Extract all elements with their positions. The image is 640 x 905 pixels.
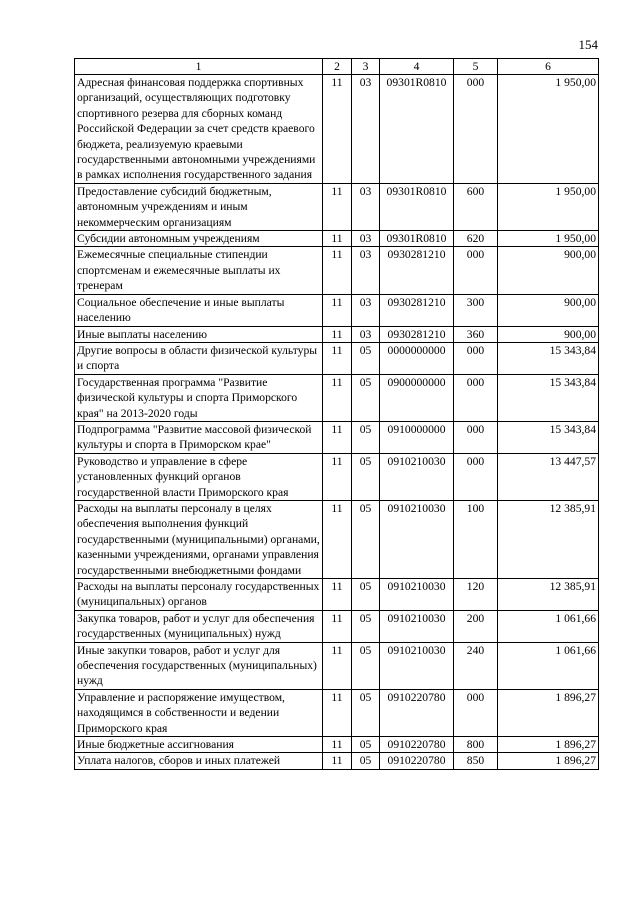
- expense-type-cell: 000: [454, 453, 498, 500]
- section-cell: 11: [323, 689, 352, 736]
- subsection-cell: 03: [352, 294, 380, 326]
- table-row: [75, 247, 599, 294]
- table-row: [75, 453, 599, 500]
- amount-cell: 1 061,66: [498, 610, 599, 642]
- expense-type-cell: 000: [454, 689, 498, 736]
- item-name-cell: Управление и распоряжение имуществом, находящимся в собственности и ведении Приморского края: [75, 689, 323, 736]
- header-cell: 3: [352, 59, 380, 75]
- expense-type-cell: 600: [454, 183, 498, 230]
- target-article-cell: 0000000000: [380, 342, 454, 374]
- item-name-cell: Субсидии автономным учреждениям: [75, 231, 323, 247]
- amount-cell: 900,00: [498, 247, 599, 294]
- subsection-cell: 05: [352, 453, 380, 500]
- table-row: [75, 342, 599, 374]
- item-name-cell: Иные выплаты населению: [75, 326, 323, 342]
- page-number: 154: [578, 37, 598, 52]
- subsection-cell: 03: [352, 183, 380, 230]
- section-cell: 11: [323, 642, 352, 689]
- item-name-cell: Расходы на выплаты персоналу государственных (муниципальных) органов: [75, 579, 323, 611]
- section-cell: 11: [323, 247, 352, 294]
- expense-type-cell: 000: [454, 247, 498, 294]
- subsection-cell: 03: [352, 75, 380, 184]
- item-name-cell: Предоставление субсидий бюджетным, автономным учреждениям и иным некоммерческим организациям: [75, 183, 323, 230]
- table-header-row: [75, 59, 599, 75]
- item-name-cell: Социальное обеспечение и иные выплаты населению: [75, 294, 323, 326]
- section-cell: 11: [323, 579, 352, 611]
- table-row: [75, 294, 599, 326]
- amount-cell: 12 385,91: [498, 579, 599, 611]
- amount-cell: 1 950,00: [498, 75, 599, 184]
- expense-type-cell: 000: [454, 342, 498, 374]
- header-cell: 2: [323, 59, 352, 75]
- subsection-cell: 05: [352, 421, 380, 453]
- amount-cell: 12 385,91: [498, 500, 599, 578]
- expense-type-cell: 800: [454, 737, 498, 753]
- table-row: [75, 689, 599, 736]
- target-article-cell: 0910220780: [380, 753, 454, 769]
- subsection-cell: 05: [352, 342, 380, 374]
- table-row: [75, 753, 599, 769]
- section-cell: 11: [323, 183, 352, 230]
- subsection-cell: 03: [352, 247, 380, 294]
- table-row: [75, 231, 599, 247]
- section-cell: 11: [323, 737, 352, 753]
- amount-cell: 1 950,00: [498, 231, 599, 247]
- budget-table: [74, 58, 599, 770]
- section-cell: 11: [323, 753, 352, 769]
- expense-type-cell: 300: [454, 294, 498, 326]
- header-cell: 4: [380, 59, 454, 75]
- expense-type-cell: 120: [454, 579, 498, 611]
- section-cell: 11: [323, 231, 352, 247]
- section-cell: 11: [323, 75, 352, 184]
- table-row: [75, 737, 599, 753]
- amount-cell: 1 061,66: [498, 642, 599, 689]
- target-article-cell: 0910210030: [380, 500, 454, 578]
- table-row: [75, 183, 599, 230]
- expense-type-cell: 100: [454, 500, 498, 578]
- table-row: [75, 421, 599, 453]
- amount-cell: 15 343,84: [498, 374, 599, 421]
- target-article-cell: 0930281210: [380, 294, 454, 326]
- target-article-cell: 0900000000: [380, 374, 454, 421]
- subsection-cell: 05: [352, 610, 380, 642]
- table-row: [75, 326, 599, 342]
- section-cell: 11: [323, 294, 352, 326]
- expense-type-cell: 000: [454, 421, 498, 453]
- target-article-cell: 09301R0810: [380, 75, 454, 184]
- target-article-cell: 0910210030: [380, 453, 454, 500]
- header-cell: 5: [454, 59, 498, 75]
- section-cell: 11: [323, 500, 352, 578]
- amount-cell: 900,00: [498, 294, 599, 326]
- target-article-cell: 0910220780: [380, 737, 454, 753]
- item-name-cell: Ежемесячные специальные стипендии спортсменам и ежемесячные выплаты их тренерам: [75, 247, 323, 294]
- table-row: [75, 642, 599, 689]
- subsection-cell: 05: [352, 642, 380, 689]
- expense-type-cell: 200: [454, 610, 498, 642]
- item-name-cell: Уплата налогов, сборов и иных платежей: [75, 753, 323, 769]
- section-cell: 11: [323, 610, 352, 642]
- expense-type-cell: 240: [454, 642, 498, 689]
- amount-cell: 15 343,84: [498, 342, 599, 374]
- target-article-cell: 0930281210: [380, 247, 454, 294]
- table-row: [75, 610, 599, 642]
- subsection-cell: 05: [352, 579, 380, 611]
- target-article-cell: 0910210030: [380, 610, 454, 642]
- item-name-cell: Другие вопросы в области физической культуры и спорта: [75, 342, 323, 374]
- item-name-cell: Подпрограмма "Развитие массовой физической культуры и спорта в Приморском крае": [75, 421, 323, 453]
- item-name-cell: Руководство и управление в сфере установленных функций органов государственной власти Приморского края: [75, 453, 323, 500]
- amount-cell: 1 950,00: [498, 183, 599, 230]
- expense-type-cell: 000: [454, 374, 498, 421]
- expense-type-cell: 000: [454, 75, 498, 184]
- amount-cell: 1 896,27: [498, 753, 599, 769]
- header-cell: 6: [498, 59, 599, 75]
- section-cell: 11: [323, 342, 352, 374]
- target-article-cell: 09301R0810: [380, 183, 454, 230]
- item-name-cell: Иные бюджетные ассигнования: [75, 737, 323, 753]
- table-row: [75, 75, 599, 184]
- item-name-cell: Государственная программа "Развитие физической культуры и спорта Приморского края" на 2013-2020 годы: [75, 374, 323, 421]
- expense-type-cell: 620: [454, 231, 498, 247]
- target-article-cell: 0930281210: [380, 326, 454, 342]
- target-article-cell: 0910210030: [380, 642, 454, 689]
- expense-type-cell: 360: [454, 326, 498, 342]
- section-cell: 11: [323, 374, 352, 421]
- item-name-cell: Закупка товаров, работ и услуг для обеспечения государственных (муниципальных) нужд: [75, 610, 323, 642]
- target-article-cell: 0910220780: [380, 689, 454, 736]
- subsection-cell: 05: [352, 753, 380, 769]
- target-article-cell: 0910210030: [380, 579, 454, 611]
- section-cell: 11: [323, 326, 352, 342]
- subsection-cell: 05: [352, 374, 380, 421]
- section-cell: 11: [323, 453, 352, 500]
- amount-cell: 1 896,27: [498, 737, 599, 753]
- subsection-cell: 05: [352, 689, 380, 736]
- table-row: [75, 579, 599, 611]
- header-cell: 1: [75, 59, 323, 75]
- amount-cell: 1 896,27: [498, 689, 599, 736]
- target-article-cell: 09301R0810: [380, 231, 454, 247]
- target-article-cell: 0910000000: [380, 421, 454, 453]
- amount-cell: 15 343,84: [498, 421, 599, 453]
- amount-cell: 900,00: [498, 326, 599, 342]
- subsection-cell: 03: [352, 231, 380, 247]
- amount-cell: 13 447,57: [498, 453, 599, 500]
- section-cell: 11: [323, 421, 352, 453]
- item-name-cell: Иные закупки товаров, работ и услуг для обеспечения государственных (муниципальных) нужд: [75, 642, 323, 689]
- table-row: [75, 374, 599, 421]
- subsection-cell: 05: [352, 500, 380, 578]
- table-row: [75, 500, 599, 578]
- subsection-cell: 05: [352, 737, 380, 753]
- item-name-cell: Адресная финансовая поддержка спортивных организаций, осуществляющих подготовку спортивного резерва для сборных команд Российской Федерации за счет средств краевого бюджета, реализуемую краевыми государственными автономными учреждениями в рамках исполнения государственного задания: [75, 75, 323, 184]
- subsection-cell: 03: [352, 326, 380, 342]
- table-body: [75, 75, 599, 770]
- item-name-cell: Расходы на выплаты персоналу в целях обеспечения выполнения функций государственными (муниципальными) органами, казенными учреждениями, органами управления государственными внебюджетными фондами: [75, 500, 323, 578]
- expense-type-cell: 850: [454, 753, 498, 769]
